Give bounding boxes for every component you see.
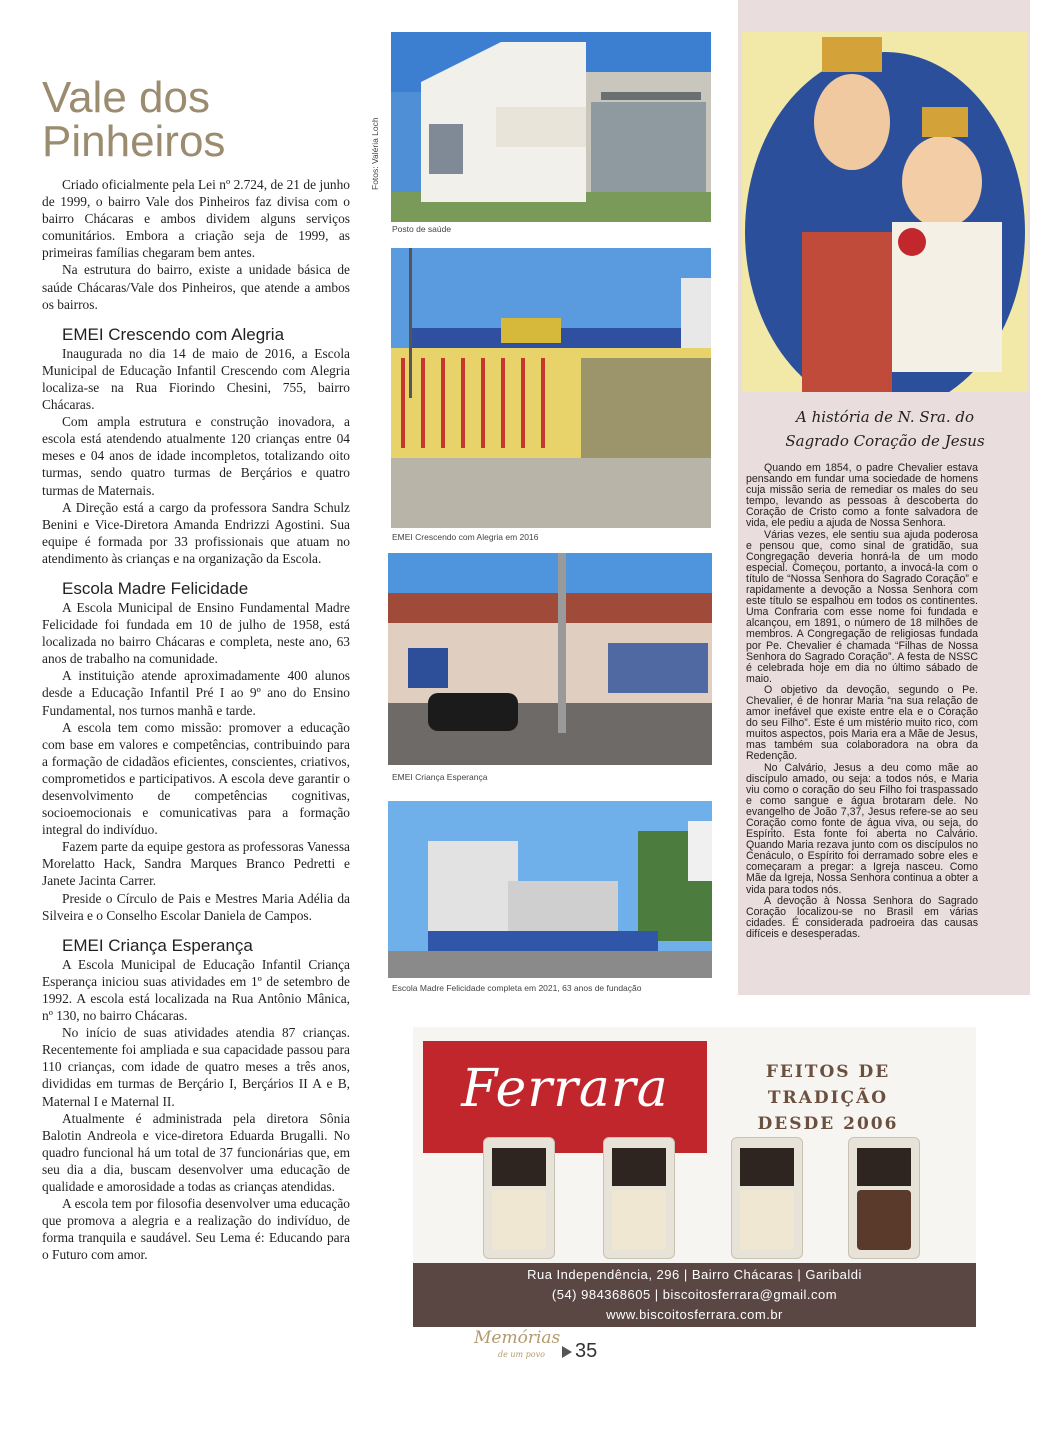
publication-logo: Memórias bbox=[474, 1328, 561, 1348]
ad-contact: (54) 984368605 | biscoitosferrara@gmail.com bbox=[551, 1287, 838, 1302]
tagline-line-2: DESDE 2006 bbox=[757, 1114, 899, 1134]
sidebar-paragraph: O objetivo da devoção, segundo o Pe. Chevalier, é de honrar Maria “na sua relação de amor inefável que existe entre ela e o Coração do seu Filho”. Este é um mistério muito rico, com muitos aspectos, pois Maria era a Mãe de Jesus, mas também sua colaboradora na obra da Redenção. bbox=[746, 683, 978, 763]
product-package-icon bbox=[731, 1137, 803, 1259]
photo-emei-crescendo bbox=[391, 248, 711, 528]
section-heading: EMEI Criança Esperança bbox=[62, 935, 253, 955]
product-package-icon bbox=[483, 1137, 555, 1259]
sidebar-text bbox=[746, 463, 978, 940]
section-heading: EMEI Crescendo com Alegria bbox=[62, 324, 285, 344]
arrow-right-icon bbox=[562, 1346, 572, 1358]
body-paragraph: A instituição atende aproximadamente 400 alunos desde a Educação Infantil Pré I ao 9º ano do Ensino Fundamental, nos turnos manhã e tarde. bbox=[42, 668, 350, 718]
article-column bbox=[42, 176, 350, 1263]
body-paragraph: Inaugurada no dia 14 de maio de 2016, a Escola Municipal de Educação Infantil Crescendo com Alegria localiza-se na Rua Fiorindo Chesini, 755, bairro Chácaras. bbox=[42, 345, 350, 413]
product-package-icon bbox=[848, 1137, 920, 1259]
sidebar-title-line-1: A história de N. Sra. do bbox=[795, 408, 974, 426]
ad-tagline bbox=[713, 1059, 943, 1137]
intro-paragraph: Criado oficialmente pela Lei nº 2.724, de 21 de junho de 1999, o bairro Vale dos Pinheiros faz divisa com o bairro Chácaras e ambos dividem alguns serviços comunitários. Embora a criação seja de 1999, as primeiras famílias chegaram bem antes. bbox=[42, 177, 350, 261]
photo-caption: EMEI Crescendo com Alegria em 2016 bbox=[392, 532, 539, 542]
sidebar-paragraph: A devoção à Nossa Senhora do Sagrado Coração localizou-se no Brasil em várias cidades. É considerada padroeira das causas difíceis e desesperadas. bbox=[746, 894, 978, 940]
title-line-2: Pinheiros bbox=[42, 117, 226, 166]
brand-logo: Ferrara bbox=[461, 1059, 669, 1119]
photo-our-lady bbox=[742, 32, 1028, 392]
photo-emei-esperanca bbox=[388, 553, 712, 765]
photo-health-post bbox=[391, 32, 711, 222]
publication-logo-subtitle: de um povo bbox=[498, 1350, 545, 1359]
page-title bbox=[42, 73, 342, 166]
ad-contact-bar bbox=[413, 1263, 976, 1327]
sidebar-title-line-2: Sagrado Coração de Jesus bbox=[785, 432, 985, 450]
product-package-icon bbox=[603, 1137, 675, 1259]
title-line-1: Vale dos bbox=[42, 73, 210, 122]
body-paragraph: A escola tem como missão: promover a educação com base em valores e competências, contribuindo para a formação de cidadãos eficientes, conscientes, criativos, comprometidos e participativos. A escola deve garantir o desenvolvimento de competências cognitivas, socioemocionais e comunicativas para a formação integral do indivíduo. bbox=[42, 719, 350, 838]
sidebar-paragraph: No Calvário, Jesus a deu como mãe ao discípulo amado, ou seja: a todos nós, e Maria viu como o coração do seu Filho foi traspassado e como sangue e água brotaram dele. No evangelho de João 7,37, Jesus refere-se ao seu Coração como fonte de água viva, ou seja, do Espírito. Esta fonte foi aberta no Calvário. Quando Maria rezava junto com os discípulos no Cenáculo, o Espírito foi derramado sobre eles e começaram a pregar: a Igreja nasceu. Como Mãe da Igreja, Nossa Senhora continua a obter a vida para todos nós. bbox=[746, 761, 978, 896]
tagline-line-1: FEITOS DE TRADIÇÃO bbox=[765, 1062, 891, 1108]
photo-madre-felicidade bbox=[388, 801, 712, 978]
body-paragraph: A escola tem por filosofia desenvolver uma educação que promova a alegria e a realização do indivíduo, de forma tranquila e saudável. Seu Lema é: Educando para o Futuro com amor. bbox=[42, 1196, 350, 1263]
body-paragraph: Com ampla estrutura e construção inovadora, a escola está atendendo atualmente 120 crianças entre 04 meses e 04 anos de idade incompletos, totalizando oito turmas, sendo quatro turmas de Berçários e quatro turmas de Maternais. bbox=[42, 414, 350, 498]
body-paragraph: A Escola Municipal de Ensino Fundamental Madre Felicidade foi fundada em 10 de julho de 1958, está localizada no bairro Chácaras e completa, neste ano, 63 anos de trabalho na comunidade. bbox=[42, 599, 350, 667]
photo-caption: Posto de saúde bbox=[392, 224, 452, 234]
body-paragraph: A Direção está a cargo da professora Sandra Schulz Benini e Vice-Diretora Amanda Endrizzi Agostini. Sua equipe é formada por 33 profissionais que atuam no atendimento às crianças e na organização da Escola. bbox=[42, 499, 350, 566]
body-paragraph: Fazem parte da equipe gestora as professoras Vanessa Morelatto Hack, Sandra Marques Branco Pedretti e Janete Jacinta Carrer. bbox=[42, 839, 350, 889]
body-paragraph: A Escola Municipal de Educação Infantil Criança Esperança iniciou suas atividades em 1º de setembro de 1992. A escola está localizada na Rua Antônio Mânica, nº 130, no bairro Chácaras. bbox=[42, 956, 350, 1024]
photo-caption: Escola Madre Felicidade completa em 2021, 63 anos de fundação bbox=[392, 983, 642, 993]
photo-caption: EMEI Criança Esperança bbox=[392, 772, 488, 782]
body-paragraph: Preside o Círculo de Pais e Mestres Maria Adélia da Silveira e o Conselho Escolar Daniela de Campos. bbox=[42, 890, 350, 923]
section-heading: Escola Madre Felicidade bbox=[62, 578, 249, 598]
ad-website: www.biscoitosferrara.com.br bbox=[606, 1307, 783, 1322]
page-number: 35 bbox=[575, 1340, 598, 1362]
sidebar-paragraph: Várias vezes, ele sentiu sua ajuda poderosa e pensou que, como sinal de gratidão, sua Congregação deveria honrá-la de um modo especial. Começou, portanto, a invocá-la com o título de “Nossa Senhora do Sagrado Coração” e rapidamente a devoção a Nossa Senhora com este título se espalhou em todos os continentes. Uma Confraria com esse nome foi fundada e alcançou, em 1891, o número de 18 milhões de membros. A Congregação de religiosas fundada por Pe. Chevalier é chamada “Filhas de Nossa Senhora do Sagrado Coração”. A festa de NSSC é celebrada hoje em dia no último sábado de maio. bbox=[746, 528, 978, 685]
intro-paragraph: Na estrutura do bairro, existe a unidade básica de saúde Chácaras/Vale dos Pinheiros, que atende a ambos os bairros. bbox=[42, 262, 350, 312]
photo-credit: Fotos: Valéria Loch bbox=[370, 117, 380, 190]
body-paragraph: No início de suas atividades atendia 87 crianças. Recentemente foi ampliada e sua capacidade passou para 110 crianças, com idade de quatro meses a três anos, divididas em turmas de Berçário I, Berçários II A e B, Maternal I e Maternal II. bbox=[42, 1025, 350, 1109]
sidebar-paragraph: Quando em 1854, o padre Chevalier estava pensando em fundar uma sociedade de homens cuja missão seria de remediar os males do seu tempo, levando as pessoas à descoberta do Coração de Cristo como a fonte salvadora de vida, ele pediu a ajuda de Nossa Senhora. bbox=[746, 462, 978, 530]
ad-address: Rua Independência, 296 | Bairro Chácaras | Garibaldi bbox=[527, 1267, 862, 1282]
sidebar-title bbox=[742, 405, 1028, 453]
body-paragraph: Atualmente é administrada pela diretora Sônia Balotin Andreola e vice-diretora Eduarda Brugalli. No quadro funcional há um total de 37 funcionárias que, em seu dia a dia, buscam desenvolver uma educação de qualidade e amorosidade a todas as crianças atendidas. bbox=[42, 1110, 350, 1194]
ferrara-advertisement bbox=[413, 1027, 976, 1327]
